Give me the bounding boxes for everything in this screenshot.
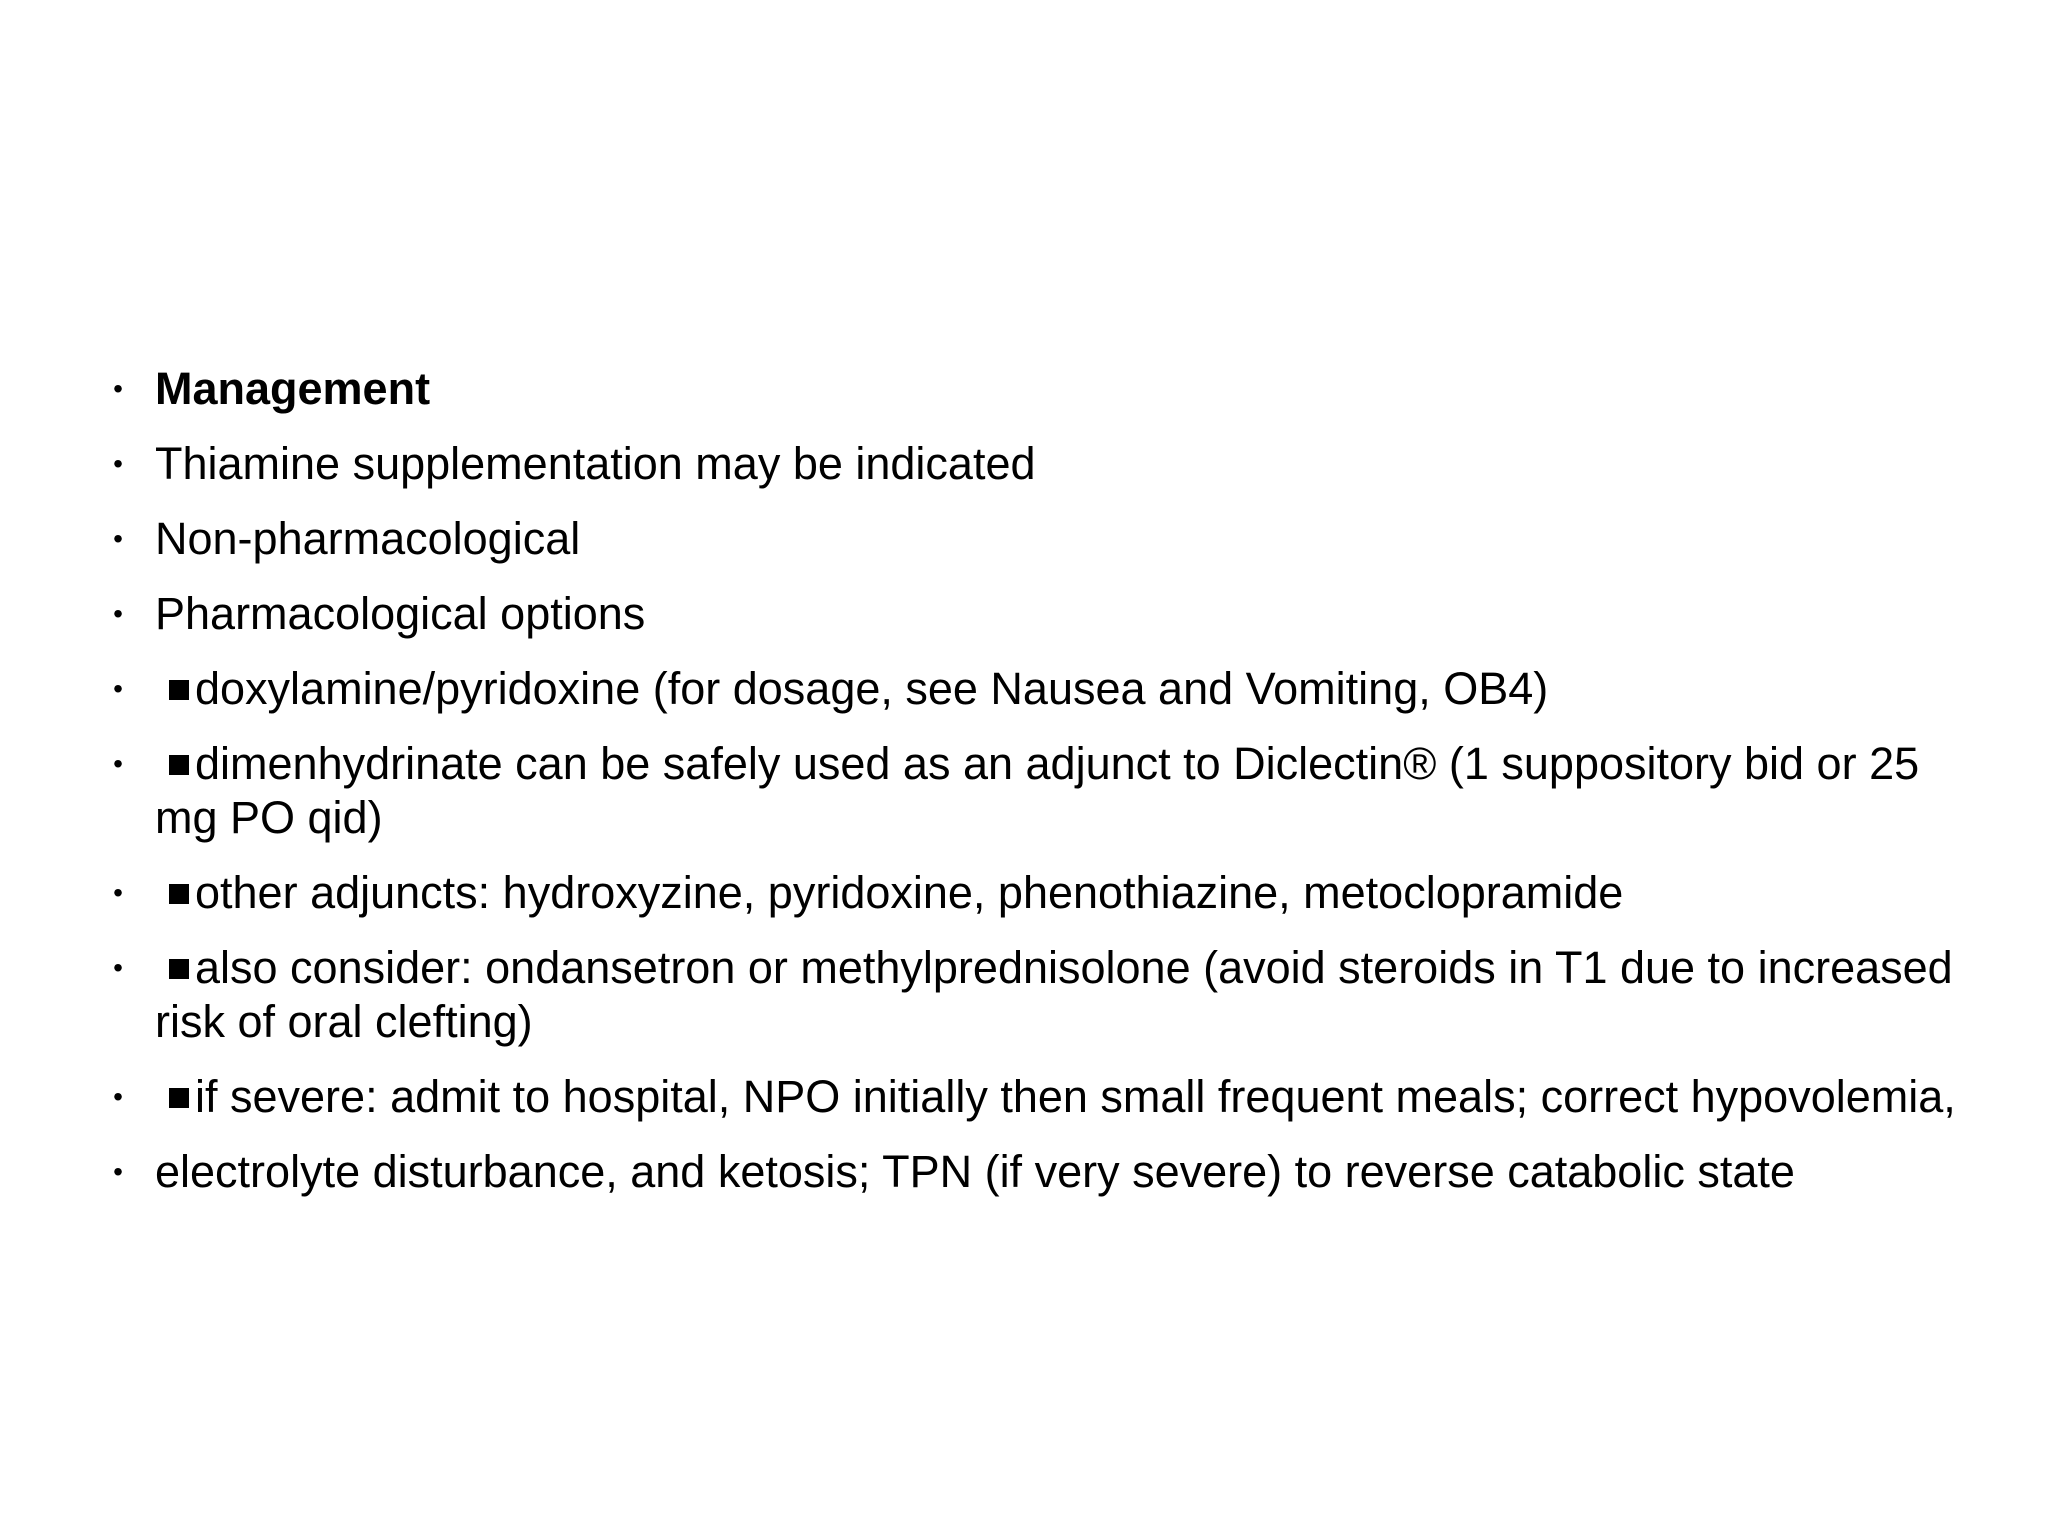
bullet-icon: •	[113, 598, 123, 629]
bullet-text: electrolyte disturbance, and ketosis; TPN (if very severe) to reverse catabolic state	[155, 1146, 1795, 1197]
bullet-text: also consider: ondansetron or methylprednisolone (avoid steroids in T1 due to increased risk of oral clefting)	[155, 942, 1953, 1047]
square-bullet-icon	[155, 953, 195, 983]
bullet-icon: •	[113, 448, 123, 479]
list-item	[108, 737, 1968, 845]
bullet-icon: •	[113, 1081, 123, 1112]
bullet-text: Pharmacological options	[155, 588, 646, 639]
list-item	[108, 1070, 1968, 1124]
bullet-text: if severe: admit to hospital, NPO initially then small frequent meals; correct hypovolemia,	[195, 1071, 1956, 1122]
list-item	[108, 512, 1968, 566]
square-bullet-icon	[155, 1082, 195, 1112]
bullet-icon: •	[113, 523, 123, 554]
list-item	[108, 866, 1968, 920]
list-item	[108, 437, 1968, 491]
list-item	[108, 362, 1968, 416]
bullet-icon: •	[113, 373, 123, 404]
bullet-text: dimenhydrinate can be safely used as an adjunct to Diclectin® (1 suppository bid or 25 mg PO qid)	[155, 738, 1920, 843]
bullet-icon: •	[113, 877, 123, 908]
square-bullet-icon	[155, 749, 195, 779]
bullet-list	[108, 362, 1968, 1220]
square-bullet-icon	[155, 674, 195, 704]
bullet-icon: •	[113, 1156, 123, 1187]
bullet-text: doxylamine/pyridoxine (for dosage, see Nausea and Vomiting, OB4)	[195, 663, 1549, 714]
bullet-icon: •	[113, 748, 123, 779]
bullet-heading: Management	[155, 363, 431, 414]
bullet-text: other adjuncts: hydroxyzine, pyridoxine, phenothiazine, metoclopramide	[195, 867, 1624, 918]
list-item	[108, 941, 1968, 1049]
list-item	[108, 587, 1968, 641]
bullet-icon: •	[113, 673, 123, 704]
list-item	[108, 662, 1968, 716]
bullet-text: Thiamine supplementation may be indicated	[155, 438, 1036, 489]
bullet-text: Non-pharmacological	[155, 513, 581, 564]
list-item	[108, 1145, 1968, 1199]
bullet-icon: •	[113, 952, 123, 983]
square-bullet-icon	[155, 878, 195, 908]
